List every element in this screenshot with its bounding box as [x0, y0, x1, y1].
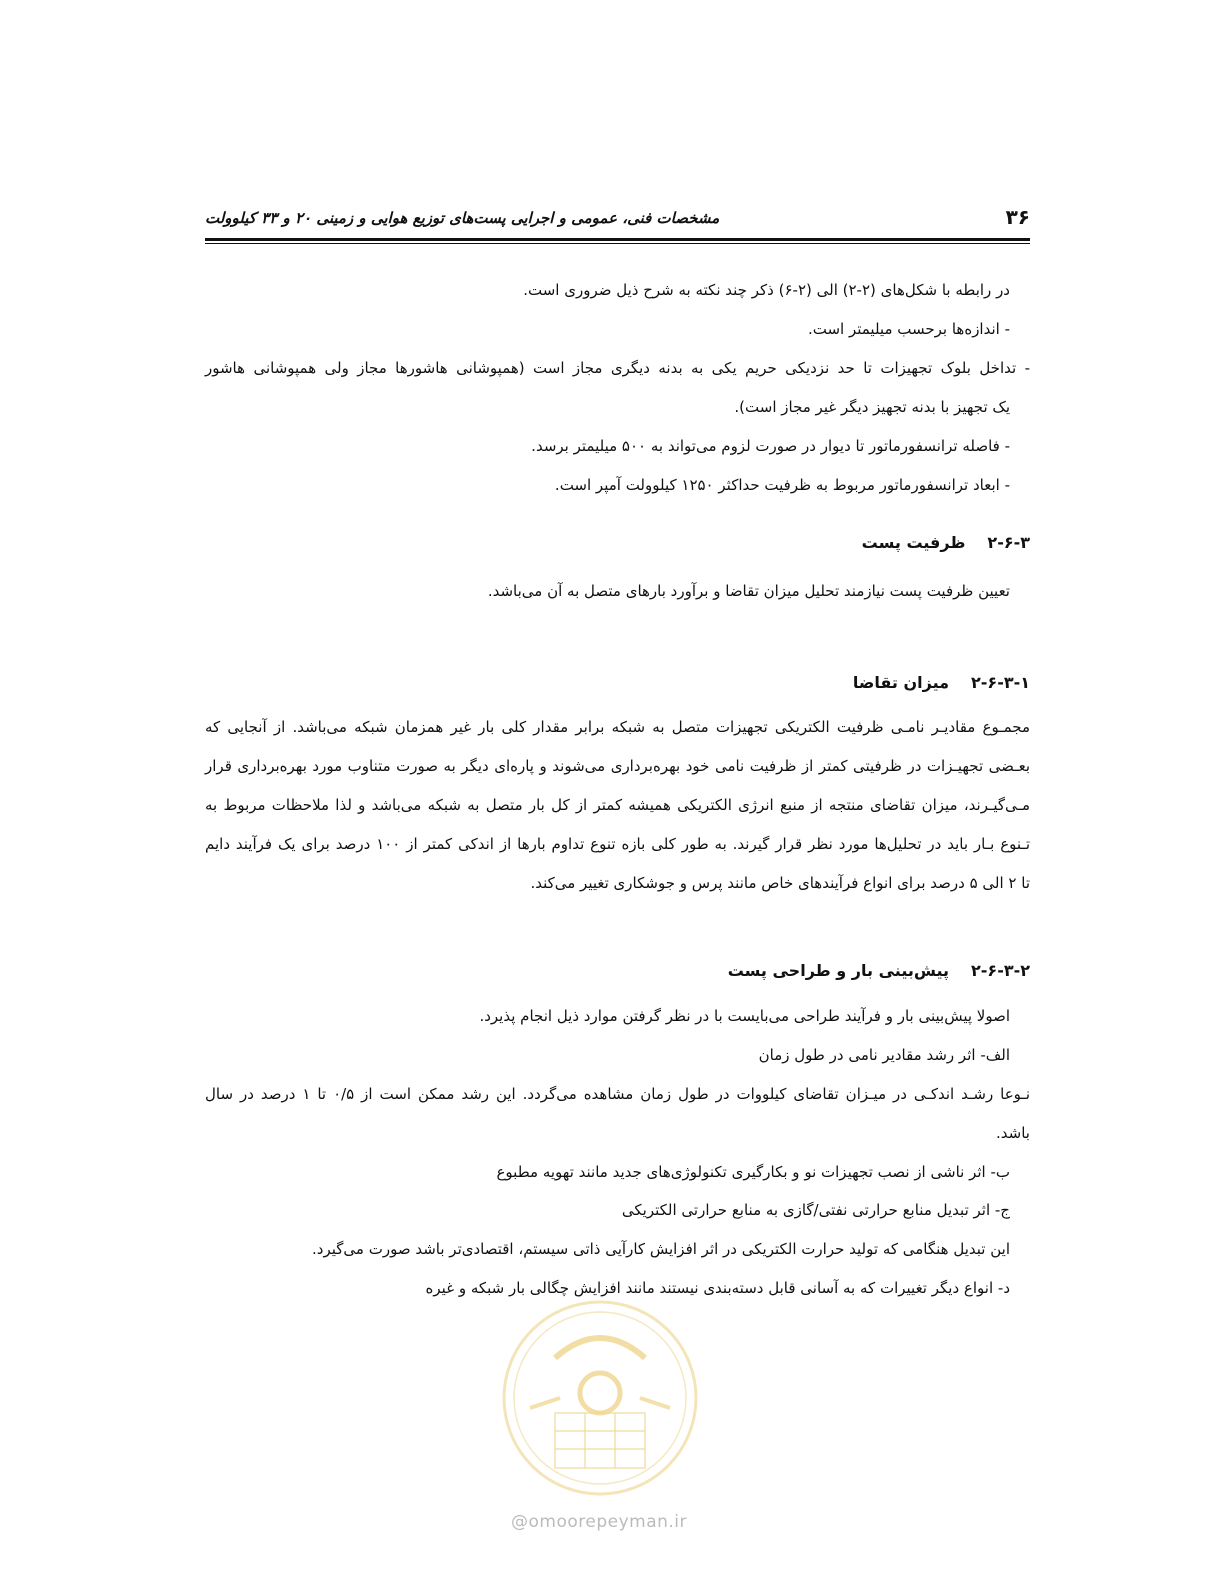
- section-heading-capacity: [862, 533, 1030, 552]
- header-rule-thick: [205, 238, 1030, 241]
- header-title: مشخصات فنی، عمومی و اجرایی پست‌های توزیع هوایی و زمینی ۲۰ و ۳۳ کیلوولت: [205, 209, 720, 227]
- demand-paragraph-line: مـی‌گیـرند، میزان تقاضای منتجه از منبع انرژی الکتریکی همیشه کمتر از کل بار متصل به شبکه می‌باشد و لذا ملاحظات مربوط به: [205, 796, 1030, 814]
- intro-bullet-4: - ابعاد ترانسفورماتور مربوط به ظرفیت حداکثر ۱۲۵۰ کیلوولت آمپر است.: [554, 476, 1010, 494]
- page-number: ۳۶: [1005, 205, 1030, 229]
- section-number: ۲-۶-۳: [987, 533, 1030, 552]
- section-title: ظرفیت پست: [861, 533, 966, 552]
- forecast-item-a: الف- اثر رشد مقادیر نامی در طول زمان: [758, 1046, 1010, 1064]
- forecast-lead: اصولا پیش‌بینی بار و فرآیند طراحی می‌بایست با در نظر گرفتن موارد ذیل انجام پذیرد.: [479, 1007, 1010, 1025]
- intro-bullet-3: - فاصله ترانسفورماتور تا دیوار در صورت لزوم می‌تواند به ۵۰۰ میلیمتر برسد.: [531, 437, 1010, 455]
- header-rule-thin: [205, 243, 1030, 244]
- section-number: ۲-۶-۳-۲: [971, 961, 1030, 980]
- watermark-url: @omoorepeyman.ir: [511, 1512, 688, 1532]
- section-capacity-text: تعیین ظرفیت پست نیازمند تحلیل میزان تقاضا و برآورد بارهای متصل به آن می‌باشد.: [487, 582, 1010, 600]
- demand-paragraph-line: مجمـوع مقادیـر نامـی ظرفیت الکتریکی تجهیزات متصل به شبکه برابر مقدار کلی بار غیر همزمان شبکه می‌باشد. از آنجایی که: [205, 718, 1030, 736]
- forecast-item-d: د- انواع دیگر تغییرات که به آسانی قابل دسته‌بندی نیستند مانند افزایش چگالی بار شبکه و غیره: [425, 1279, 1010, 1297]
- demand-paragraph-line: تا ۲ الی ۵ درصد برای انواع فرآیندهای خاص مانند پرس و جوشکاری تغییر می‌کند.: [530, 874, 1030, 892]
- forecast-item-c: ج- اثر تبدیل منابع حرارتی نفتی/گازی به منابع حرارتی الکتریکی: [621, 1201, 1010, 1219]
- intro-lead: در رابطه با شکل‌های (۲-۲) الی (۲-۶) ذکر چند نکته به شرح ذیل ضروری است.: [523, 281, 1010, 299]
- section-title: میزان تقاضا: [852, 673, 950, 692]
- forecast-item-a-text-line-1: نـوعا رشـد اندکـی در میـزان تقاضای کیلووات در طول زمان مشاهده می‌گردد. این رشد ممکن است از ۰/۵ تا ۱ درصد در سال: [205, 1085, 1030, 1103]
- forecast-item-b: ب- اثر ناشی از نصب تجهیزات نو و بکارگیری تکنولوژی‌های جدید مانند تهویه مطبوع: [496, 1163, 1010, 1181]
- demand-paragraph-line: بعـضی تجهیـزات در ظرفیتی کمتر از ظرفیت نامی خود بهره‌برداری می‌شوند و پاره‌ای دیگر به صورت متناوب مورد بهره‌برداری قرار: [205, 757, 1030, 775]
- section-heading-demand: [853, 673, 1030, 692]
- forecast-item-c-text: این تبدیل هنگامی که تولید حرارت الکتریکی در اثر افزایش کارآیی ذاتی سیستم، اقتصادی‌تر باشد صورت می‌گیرد.: [312, 1240, 1010, 1258]
- section-number: ۲-۶-۳-۱: [971, 673, 1030, 692]
- intro-bullet-1: - اندازه‌ها برحسب میلیمتر است.: [807, 320, 1010, 338]
- intro-bullet-2-line-2: یک تجهیز با بدنه تجهیز دیگر غیر مجاز است).: [734, 398, 1010, 416]
- watermark-seal-icon: [500, 1298, 700, 1498]
- section-title: پیش‌بینی بار و طراحی پست: [727, 961, 950, 980]
- section-heading-load-forecast: [728, 961, 1030, 980]
- forecast-item-a-text-line-2: باشد.: [996, 1124, 1030, 1142]
- running-header: [205, 205, 1030, 235]
- demand-paragraph-line: تـنوع بـار باید در تحلیل‌ها مورد نظر قرار گیرند. به طور کلی بازه تنوع تداوم بارها از اندکی کمتر از ۱۰۰ درصد برای یک فرآیند دایم: [205, 835, 1031, 853]
- intro-bullet-2-line-1: - تداخل بلوک تجهیزات تا حد نزدیکی حریم یکی به بدنه دیگری مجاز است (همپوشانی هاشورها مجاز ولی همپوشانی هاشور: [205, 359, 1030, 377]
